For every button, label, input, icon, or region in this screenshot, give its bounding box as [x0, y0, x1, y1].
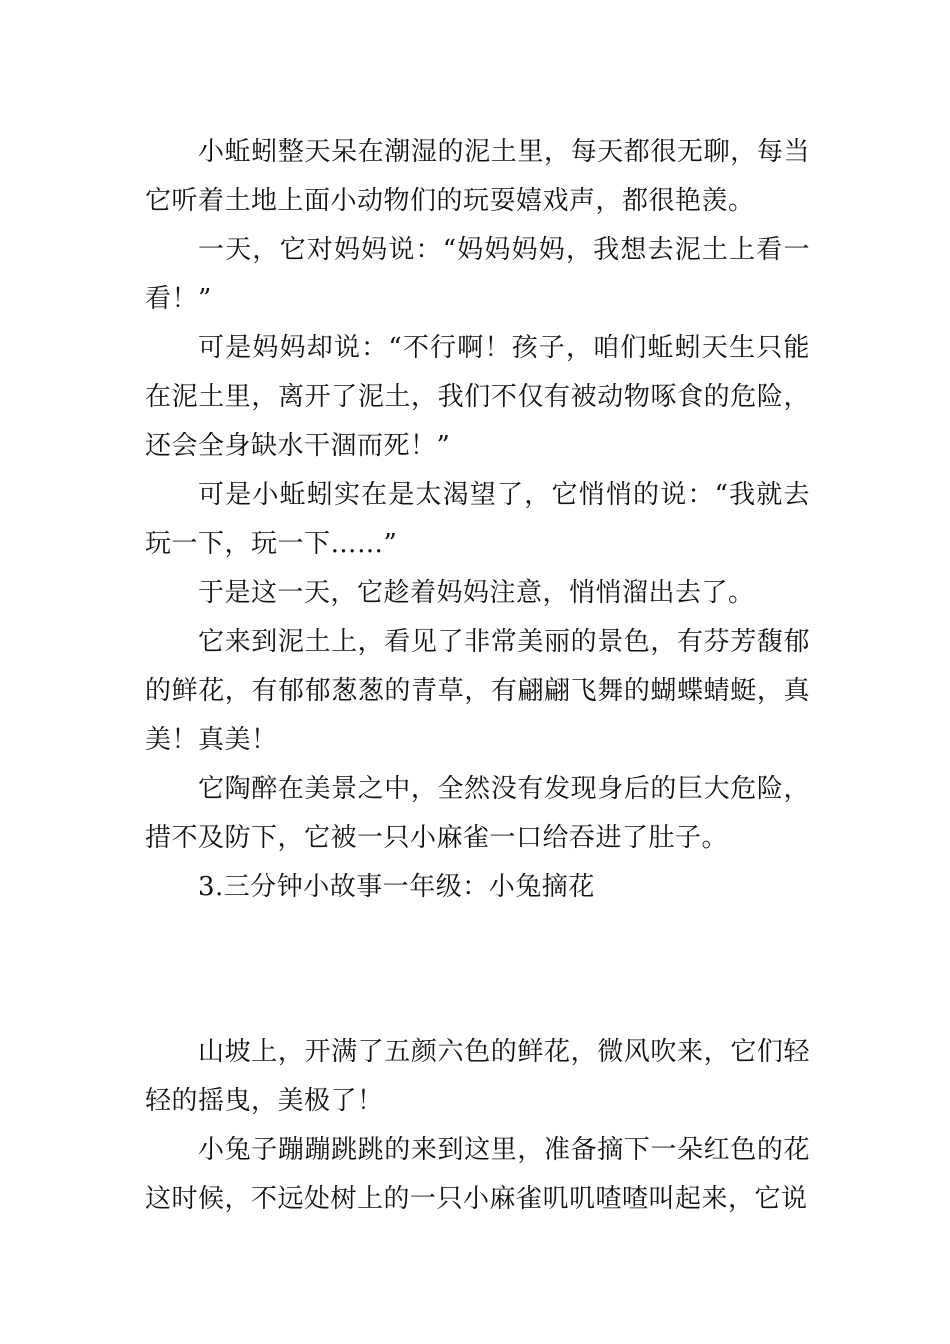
paragraph: 可是小蚯蚓实在是太渴望了，它悄悄的说：“我就去玩一下，玩一下……”	[145, 480, 810, 559]
paragraph: 一天，它对妈妈说：“妈妈妈妈，我想去泥土上看一看！”	[145, 235, 810, 314]
story-section-rabbit	[145, 1028, 810, 1224]
paragraph: 小兔子蹦蹦跳跳的来到这里，准备摘下一朵红色的花这时候，不远处树上的一只小麻雀叽叽喳喳叫起来，它说	[145, 1135, 810, 1214]
paragraph: 小蚯蚓整天呆在潮湿的泥土里，每天都很无聊，每当它听着土地上面小动物们的玩耍嬉戏声，都很艳羡。	[145, 137, 810, 216]
section-heading: 3.三分钟小故事一年级：小兔摘花	[198, 872, 595, 902]
paragraph: 可是妈妈却说：“不行啊！孩子，咱们蚯蚓天生只能在泥土里，离开了泥土，我们不仅有被动物啄食的危险，还会全身缺水干涸而死！”	[145, 333, 810, 461]
paragraph: 它陶醉在美景之中，全然没有发现身后的巨大危险，措不及防下，它被一只小麻雀一口给吞进了肚子。	[145, 774, 810, 853]
story-section-earthworm	[145, 128, 810, 912]
paragraph: 山坡上，开满了五颜六色的鲜花，微风吹来，它们轻轻的摇曳，美极了！	[145, 1037, 810, 1116]
paragraph: 它来到泥土上，看见了非常美丽的景色，有芬芳馥郁的鲜花，有郁郁葱葱的青草，有翩翩飞舞的蝴蝶蜻蜓，真美！真美！	[145, 627, 810, 755]
paragraph: 于是这一天，它趁着妈妈注意，悄悄溜出去了。	[198, 578, 755, 608]
